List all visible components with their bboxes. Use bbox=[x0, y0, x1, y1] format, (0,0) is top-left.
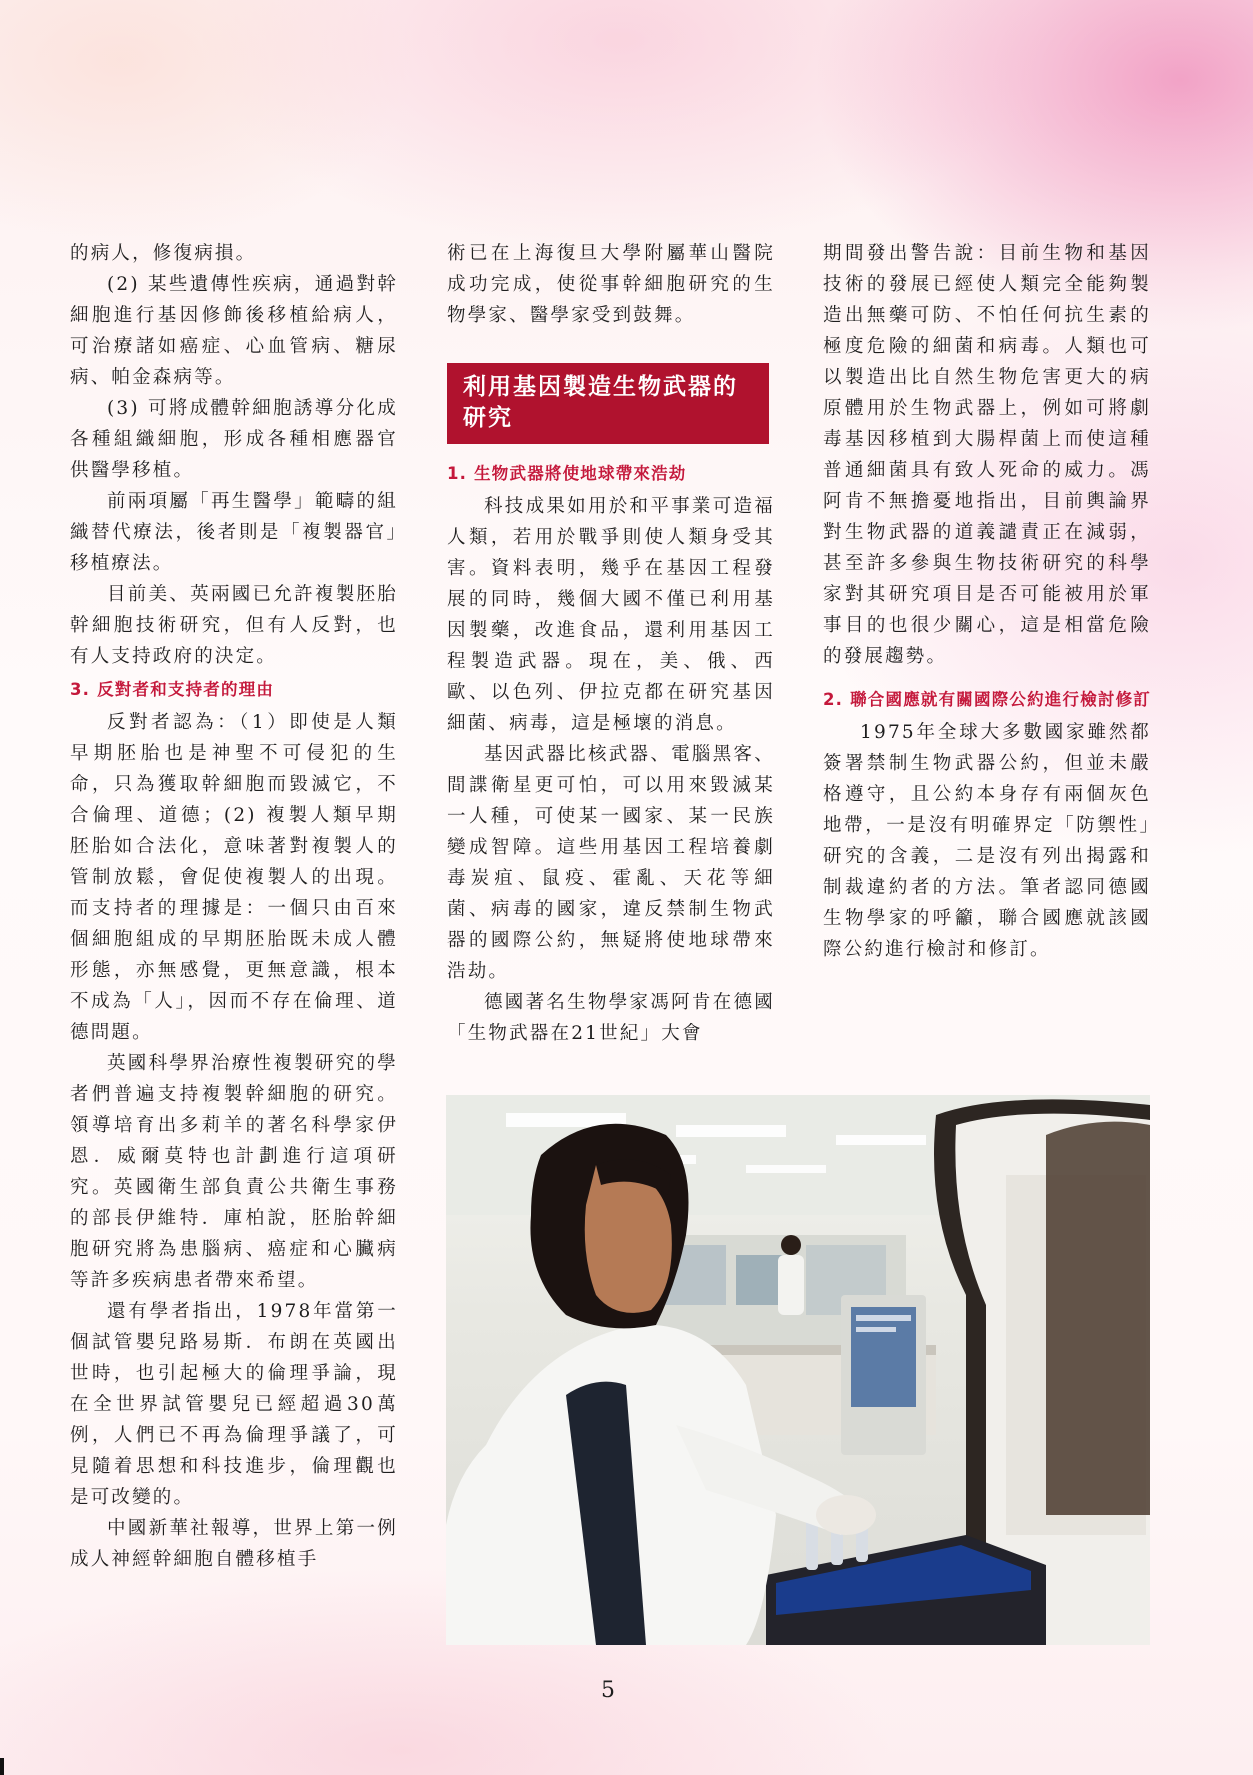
section-heading: 1. 生物武器將使地球帶來浩劫 bbox=[447, 464, 687, 483]
section-heading: 3. 反對者和支持者的理由 bbox=[70, 680, 275, 699]
lab-photo bbox=[446, 1095, 1150, 1645]
paragraph: 英國科學界治療性複製研究的學者們普遍支持複製幹細胞的研究。領導培育出多莉羊的著名科學家伊恩．威爾莫特也計劃進行這項研究。英國衛生部負責公共衛生事務的部長伊維特．庫柏說，胚胎幹細胞研究將為患腦病、癌症和心臟病等許多疾病患者帶來希望。 bbox=[70, 1053, 398, 1291]
paragraph: 前兩項屬「再生醫學」範疇的組織替代療法，後者則是「複製器官」移植療法。 bbox=[70, 491, 398, 574]
paragraph: 中國新華社報導，世界上第一例成人神經幹細胞自體移植手 bbox=[70, 1518, 398, 1570]
paragraph: 目前美、英兩國已允許複製胚胎幹細胞技術研究，但有人反對，也有人支持政府的決定。 bbox=[70, 584, 398, 667]
section-heading: 2. 聯合國應就有關國際公約進行檢討修訂 bbox=[823, 690, 1151, 709]
column-left bbox=[70, 238, 398, 1575]
paragraph: (2) 某些遺傳性疾病，通過對幹細胞進行基因修飾後移植給病人，可治療諸如癌症、心血管病、糖尿病、帕金森病等。 bbox=[70, 274, 398, 388]
paragraph: 1975年全球大多數國家雖然都簽署禁制生物武器公約，但並未嚴格遵守，且公約本身存有兩個灰色地帶，一是沒有明確界定「防禦性」研究的含義，二是沒有列出揭露和制裁違約者的方法。筆者認同德國生物學家的呼籲，聯合國應就該國際公約進行檢討和修訂。 bbox=[823, 722, 1151, 960]
paragraph: 術已在上海復旦大學附屬華山醫院成功完成，使從事幹細胞研究的生物學家、醫學家受到鼓舞。 bbox=[447, 243, 775, 326]
paragraph: 德國著名生物學家馮阿肯在德國「生物武器在21世紀」大會 bbox=[447, 992, 775, 1044]
section-banner: 利用基因製造生物武器的研究 bbox=[447, 363, 769, 444]
paragraph: 期間發出警告說：目前生物和基因技術的發展已經使人類完全能夠製造出無藥可防、不怕任何抗生素的極度危險的細菌和病毒。人類也可以製造出比自然生物危害更大的病原體用於生物武器上，例如可將劇毒基因移植到大腸桿菌上而使這種普通細菌具有致人死命的威力。馮阿肯不無擔憂地指出，目前輿論界對生物武器的道義譴責正在減弱，甚至許多參與生物技術研究的科學家對其研究項目是否可能被用於軍事目的也很少關心，這是相當危險的發展趨勢。 bbox=[823, 243, 1151, 667]
column-right bbox=[823, 238, 1151, 965]
paragraph: 還有學者指出，1978年當第一個試管嬰兒路易斯．布朗在英國出世時，也引起極大的倫理爭論，現在全世界試管嬰兒已經超過30萬例，人們已不再為倫理爭議了，可見隨着思想和科技進步，倫理觀也是可改變的。 bbox=[70, 1301, 398, 1508]
paragraph: 反對者認為：（1）即使是人類早期胚胎也是神聖不可侵犯的生命，只為獲取幹細胞而毀滅它，不合倫理、道德；(2) 複製人類早期胚胎如合法化，意味著對複製人的管制放鬆，會促使複製人的出現。而支持者的理據是：一個只由百來個細胞組成的早期胚胎既未成人體形態，亦無感覺，更無意識，根本不成為「人」，因而不存在倫理、道德問題。 bbox=[70, 712, 398, 1043]
corner-mark bbox=[0, 1758, 4, 1775]
paragraph: 科技成果如用於和平事業可造福人類，若用於戰爭則使人類身受其害。資料表明，幾乎在基因工程發展的同時，幾個大國不僅已利用基因製藥，改進食品，還利用基因工程製造武器。現在，美、俄、西歐、以色列、伊拉克都在研究基因細菌、病毒，這是極壞的消息。 bbox=[447, 496, 775, 734]
page-number: 5 bbox=[601, 1678, 615, 1703]
paragraph: 基因武器比核武器、電腦黑客、間諜衛星更可怕，可以用來毀滅某一人種，可使某一國家、某一民族變成智障。這些用基因工程培養劇毒炭疽、鼠疫、霍亂、天花等細菌、病毒的國家，違反禁制生物武器的國際公約，無疑將使地球帶來浩劫。 bbox=[447, 744, 775, 982]
paragraph: 的病人，修復病損。 bbox=[70, 243, 257, 264]
column-middle bbox=[447, 238, 775, 1049]
paragraph: (3) 可將成體幹細胞誘導分化成各種組織細胞，形成各種相應器官供醫學移植。 bbox=[70, 398, 398, 481]
